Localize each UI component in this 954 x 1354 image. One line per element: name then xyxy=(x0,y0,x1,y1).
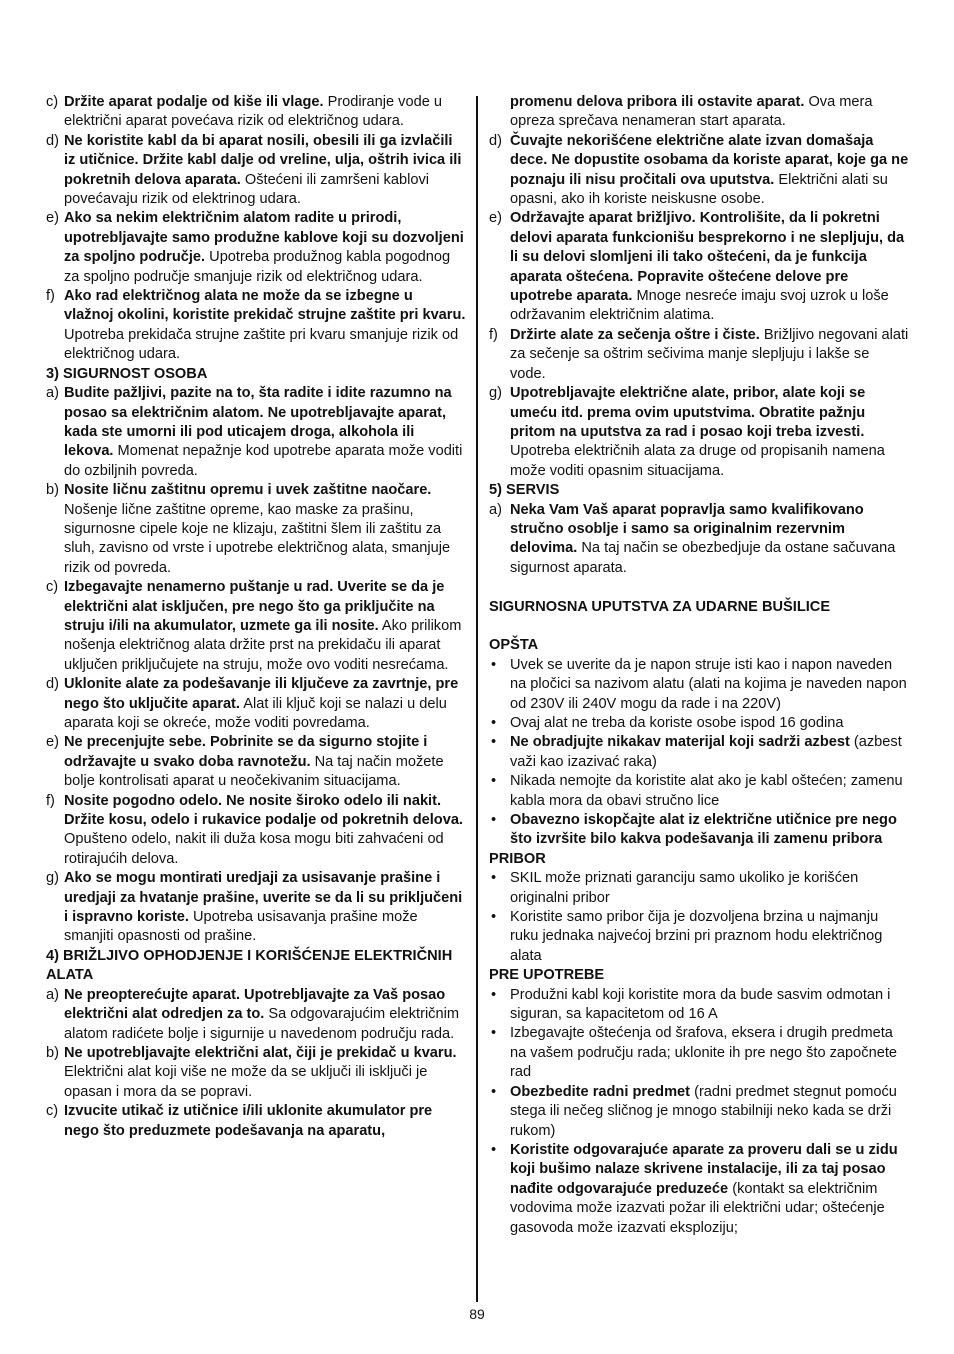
bullet-icon: • xyxy=(491,1141,497,1158)
item-bold: Nosite pogodno odelo. Ne nosite široko odelo ili nakit. Držite kosu, odelo i rukavice podalje od pokretnih delova. xyxy=(64,792,463,829)
item-bold: Izvucite utikač iz utičnice i/ili uklonite akumulator pre nego što preduzmete podešavanja na aparatu, xyxy=(64,1103,433,1139)
item-label: c) xyxy=(46,579,59,596)
left-column xyxy=(46,93,466,1141)
list-item xyxy=(46,578,466,675)
bullet-icon: • xyxy=(491,773,497,790)
item-text: Nošenje lične zaštitne opreme, kao maske za prašinu, sigurnosne cipele koje ne klizaju, zaštitni šlem ili zaštitu za sluh, zavisno od vrste i upotrebe električnog alata, smanjuje rizik od povreda. xyxy=(64,501,451,576)
list-item xyxy=(46,675,466,733)
bullet-item xyxy=(489,811,909,850)
item-label: e) xyxy=(46,734,59,751)
item-text: Električni alat koji više ne može da se uključi ili isključi je opasan i mora da se popravi. xyxy=(64,1064,428,1100)
bullet-icon: • xyxy=(491,714,497,731)
list-item xyxy=(46,287,466,365)
bullet-item xyxy=(489,1024,909,1082)
item-bold: Uklonite alate za podešavanje ili ključeve za zavrtnje, pre nego što uključite aparat. xyxy=(64,676,459,712)
item-text: Oštećeni ili zamršeni kablovi povećavaju rizik od elektrinog udara. xyxy=(64,171,429,208)
item-label: d) xyxy=(46,676,59,693)
bullet-item xyxy=(489,733,909,772)
section-4-heading: 4) BRIŽLJIVO OPHODJENJE I KORIŠĆENJE ELEKTRIČNIH ALATA xyxy=(46,947,453,984)
item-bold: Ne preopterećujte aparat. Upotrebljavajte za Vaš posao električni alat odredjen za to. xyxy=(64,986,446,1023)
list-item xyxy=(46,93,466,132)
list-item xyxy=(489,501,909,579)
bullet-text: (azbest važi kao izazivać raka) xyxy=(510,734,902,770)
item-label: c) xyxy=(46,94,59,110)
bullet-text: Koristite samo pribor čija je dozvoljena brzina u najmanju ruku jednaka najvećoj brzini pri praznom hodu električnog alata xyxy=(510,909,883,964)
item-label: b) xyxy=(46,1044,59,1061)
bullet-icon: • xyxy=(491,909,497,926)
list-item xyxy=(46,986,466,1044)
pre-upotrebe-heading: PRE UPOTREBE xyxy=(489,967,605,984)
bullet-icon: • xyxy=(491,656,497,673)
item-bold: Ne precenjujte sebe. Pobrinite se da sigurno stojite i održavajte u svako doba ravnotežu. xyxy=(64,734,428,770)
item-bold: Držirte alate za sečenja oštre i čiste. xyxy=(510,326,760,343)
list-item xyxy=(46,209,466,287)
list-item xyxy=(489,326,909,384)
bullet-icon: • xyxy=(491,1083,497,1100)
page-number: 89 xyxy=(469,1306,485,1322)
bullet-item xyxy=(489,772,909,811)
item-label: c) xyxy=(46,1103,59,1120)
bullet-text: Uvek se uverite da je napon struje isti kao i napon naveden na pločici sa nazivom alatu (alati na kojima je naveden napon od 230V ili 240V mogu da rade i na 220V) xyxy=(510,656,907,712)
item-bold: Izbegavajte nenamerno puštanje u rad. Uverite se da je električni alat isključen, pre nego što ga priključite na struju i/ili na akumulator, uzmete ga ili nosite. xyxy=(64,579,445,634)
item-label: g) xyxy=(46,870,59,887)
opsta-bullets xyxy=(489,656,909,850)
bullet-bold: Obavezno iskopčajte alat iz električne utičnice pre nego što izvršite bilo kakva podešavanja ili zamenu pribora xyxy=(510,812,897,848)
bullet-item xyxy=(489,714,909,733)
list-item xyxy=(46,869,466,947)
item-label: b) xyxy=(46,482,59,499)
bullet-text: (radni predmet stegnut pomoću stega ili nečeg sličnog je mnogo stabilniji neko kada se drži rukom) xyxy=(510,1083,897,1139)
bullet-bold: Koristite odgovarajuće aparate za proveru dali se u zidu koji bušimo nalaze skrivene instalacije, ili za taj posao nađite odgovarajuće preduzeće xyxy=(510,1141,898,1197)
item-text: Električni alati su opasni, ako ih koriste neiskusne osobe. xyxy=(510,171,888,208)
item-label: d) xyxy=(489,132,502,149)
opsta-heading: OPŠTA xyxy=(489,637,539,654)
continued-text: Ova mera opreza sprečava nenameran start aparata. xyxy=(510,94,873,130)
list-item xyxy=(46,733,466,791)
bullet-icon: • xyxy=(491,734,497,751)
list-item xyxy=(489,209,909,325)
section-3-items xyxy=(46,384,466,947)
list-item xyxy=(46,132,466,210)
right-items xyxy=(489,132,909,481)
section-5-items xyxy=(489,501,909,579)
item-text: Na taj način se obezbedjuje da ostane sačuvana sigurnost aparata. xyxy=(510,540,896,576)
item-text: Ako prilikom nošenja električnog alata držite prst na prekidaču ili aparat uključen priključujete na struju, može ovo voditi nesrećama. xyxy=(64,617,462,673)
item-label: f) xyxy=(489,326,498,343)
item-bold: Ako se mogu montirati uredjaji za usisavanje prašine i uredjaji za hvatanje prašine, uverite se da li su priključeni i ispravno koriste. xyxy=(64,870,463,926)
continued-item xyxy=(489,93,909,132)
item-bold: Ne koristite kabl da bi aparat nosili, obesili ili ga izvlačili iz utičnice. Držite kabl dalje od vreline, ulja, oštrih ivica ili pokretnih delova aparata. xyxy=(64,132,462,188)
item-text: Opušteno odelo, nakit ili duža kosa mogu biti zahvaćeni od rotirajućih delova. xyxy=(64,831,444,867)
bullet-icon: • xyxy=(491,812,497,828)
bullet-icon: • xyxy=(491,870,497,887)
bullet-item xyxy=(489,1141,909,1238)
item-bold: Ako sa nekim električnim alatom radite u prirodi, upotrebljavajte samo produžne kablove koji su dozvoljeni za spoljno područje. xyxy=(64,210,464,266)
bullet-text: Nikada nemojte da koristite alat ako je kabl oštećen; zamenu kabla mora da obavi stručno lice xyxy=(510,773,903,809)
item-text: Upotreba usisavanja prašine može smanjiti opasnosti od prašine. xyxy=(64,909,418,945)
list-item xyxy=(46,1044,466,1102)
bullet-item xyxy=(489,908,909,966)
pre-upotrebe-bullets xyxy=(489,986,909,1238)
item-text: Upotreba prekidača strujne zaštite pri kvaru smanjuje rizik od električnog udara. xyxy=(64,326,459,363)
bullet-icon: • xyxy=(491,1025,497,1042)
column-divider xyxy=(476,96,478,1302)
item-bold: Ne upotrebljavajte električni alat, čiji je prekidač u kvaru. xyxy=(64,1044,457,1061)
item-text: Mnoge nesreće imaju svoj uzrok u loše održavanim električnim alatima. xyxy=(510,288,889,324)
item-bold: Nosite ličnu zaštitnu opremu i uvek zaštitne naočare. xyxy=(64,482,432,499)
bullet-text: SKIL može priznati garanciju samo ukoliko je korišćen originalni pribor xyxy=(510,870,859,906)
item-text: Alat ili ključ koji se nalazi u delu aparata koji se okreće, može voditi povredama. xyxy=(64,695,447,731)
bullet-item xyxy=(489,986,909,1025)
list-item xyxy=(46,481,466,578)
item-text: Na taj način možete bolje kontrolisati aparat u neočekivanim situacijama. xyxy=(64,753,444,790)
item-text: Momenat nepažnje kod upotrebe aparata može voditi do ozbiljnih povreda. xyxy=(64,443,463,479)
item-label: a) xyxy=(46,986,59,1003)
left-items xyxy=(46,93,466,365)
item-bold: Održavajte aparat brižljivo. Kontrolišite, da li pokretni delovi aparata funkcionišu besprekorno i ne slepljuju, da li su delovi slomljeni ili tako oštećeni, da je funkcija aparata oštećena. Popravite oštećene delove pre upotrebe aparata. xyxy=(510,210,905,305)
bullet-bold: Obezbedite radni predmet xyxy=(510,1083,691,1100)
item-text: Upotreba električnih alata za druge od propisanih namena može voditi opasnim situacijama. xyxy=(510,443,885,479)
item-bold: Držite aparat podalje od kiše ili vlage. xyxy=(64,94,324,110)
continued-bold: promenu delova pribora ili ostavite aparat. xyxy=(510,94,805,110)
item-bold: Neka Vam Vaš aparat popravlja samo kvalifikovano stručno osoblje i samo sa originalnim rezervnim delovima. xyxy=(510,501,864,557)
item-label: f) xyxy=(46,792,55,809)
bullet-bold: Ne obradjujte nikakav materijal koji sadrži azbest xyxy=(510,734,850,751)
item-text: Prodiranje vode u električni aparat povećava rizik od električnog udara. xyxy=(64,94,442,130)
pribor-bullets xyxy=(489,869,909,966)
bullet-text: Ovaj alat ne treba da koriste osobe ispod 16 godina xyxy=(510,714,844,731)
list-item xyxy=(489,384,909,481)
item-label: d) xyxy=(46,132,59,149)
list-item xyxy=(46,792,466,870)
item-label: a) xyxy=(46,385,59,402)
pribor-heading: PRIBOR xyxy=(489,850,546,867)
section-4-items xyxy=(46,986,466,1141)
list-item xyxy=(46,384,466,481)
item-text: Upotreba produžnog kabla pogodnog za spoljno područje smanjuje rizik od električnog udara. xyxy=(64,249,451,285)
item-label: e) xyxy=(489,210,502,227)
item-text: Brižljivo negovani alati za sečenje sa oštrim sečivima manje slepljuju i lakše se vode. xyxy=(510,326,909,382)
bullet-text: (kontakt sa električnim vodovima može izazvati požar ili električni udar; oštećenje gasovoda može izazvati eksploziju; xyxy=(510,1180,885,1236)
bullet-item xyxy=(489,869,909,908)
list-item xyxy=(46,1102,466,1141)
bullet-text: Produžni kabl koji koristite mora da bude sasvim odmotan i siguran, sa kapacitetom od 16 A xyxy=(510,986,891,1023)
item-text: Sa odgovarajućim električnim alatom radićete bolje i sigurnije u navedenom području rada. xyxy=(64,1006,459,1042)
list-item xyxy=(489,132,909,210)
item-label: g) xyxy=(489,385,502,402)
main-heading: SIGURNOSNA UPUTSTVA ZA UDARNE BUŠILICE xyxy=(489,598,831,615)
item-bold: Čuvajte nekorišćene električne alate izvan domašaja dece. Ne dopustite osobama da koriste aparat, koje ga ne poznaju ili nisu pročitali ova uputstva. xyxy=(510,132,909,188)
bullet-item xyxy=(489,656,909,714)
item-label: a) xyxy=(489,501,502,518)
item-bold: Budite pažljivi, pazite na to, šta radite i idite razumno na posao sa električnim alatom. Ne upotrebljavajte aparat, kada ste umorni ili pod uticajem droga, alkohola ili lekova. xyxy=(64,385,452,460)
bullet-text: Izbegavajte oštećenja od šrafova, eksera i drugih predmeta na vašem području rada; uklonite ih pre nego što započnete rad xyxy=(510,1025,897,1081)
section-3-heading: 3) SIGURNOST OSOBA xyxy=(46,365,208,382)
item-label: e) xyxy=(46,210,59,227)
section-5-heading: 5) SERVIS xyxy=(489,482,560,499)
right-column xyxy=(489,93,909,1238)
bullet-item xyxy=(489,1083,909,1141)
item-label: f) xyxy=(46,288,55,305)
bullet-icon: • xyxy=(491,986,497,1003)
item-bold: Ako rad električnog alata ne može da se izbegne u vlažnoj okolini, koristite prekidač strujne zaštite pri kvaru. xyxy=(64,288,466,324)
item-bold: Upotrebljavajte električne alate, pribor, alate koji se umeću itd. prema ovim uputstvima. Obratite pažnju pritom na uputstva za rad i posao koji treba izvesti. xyxy=(510,385,866,440)
